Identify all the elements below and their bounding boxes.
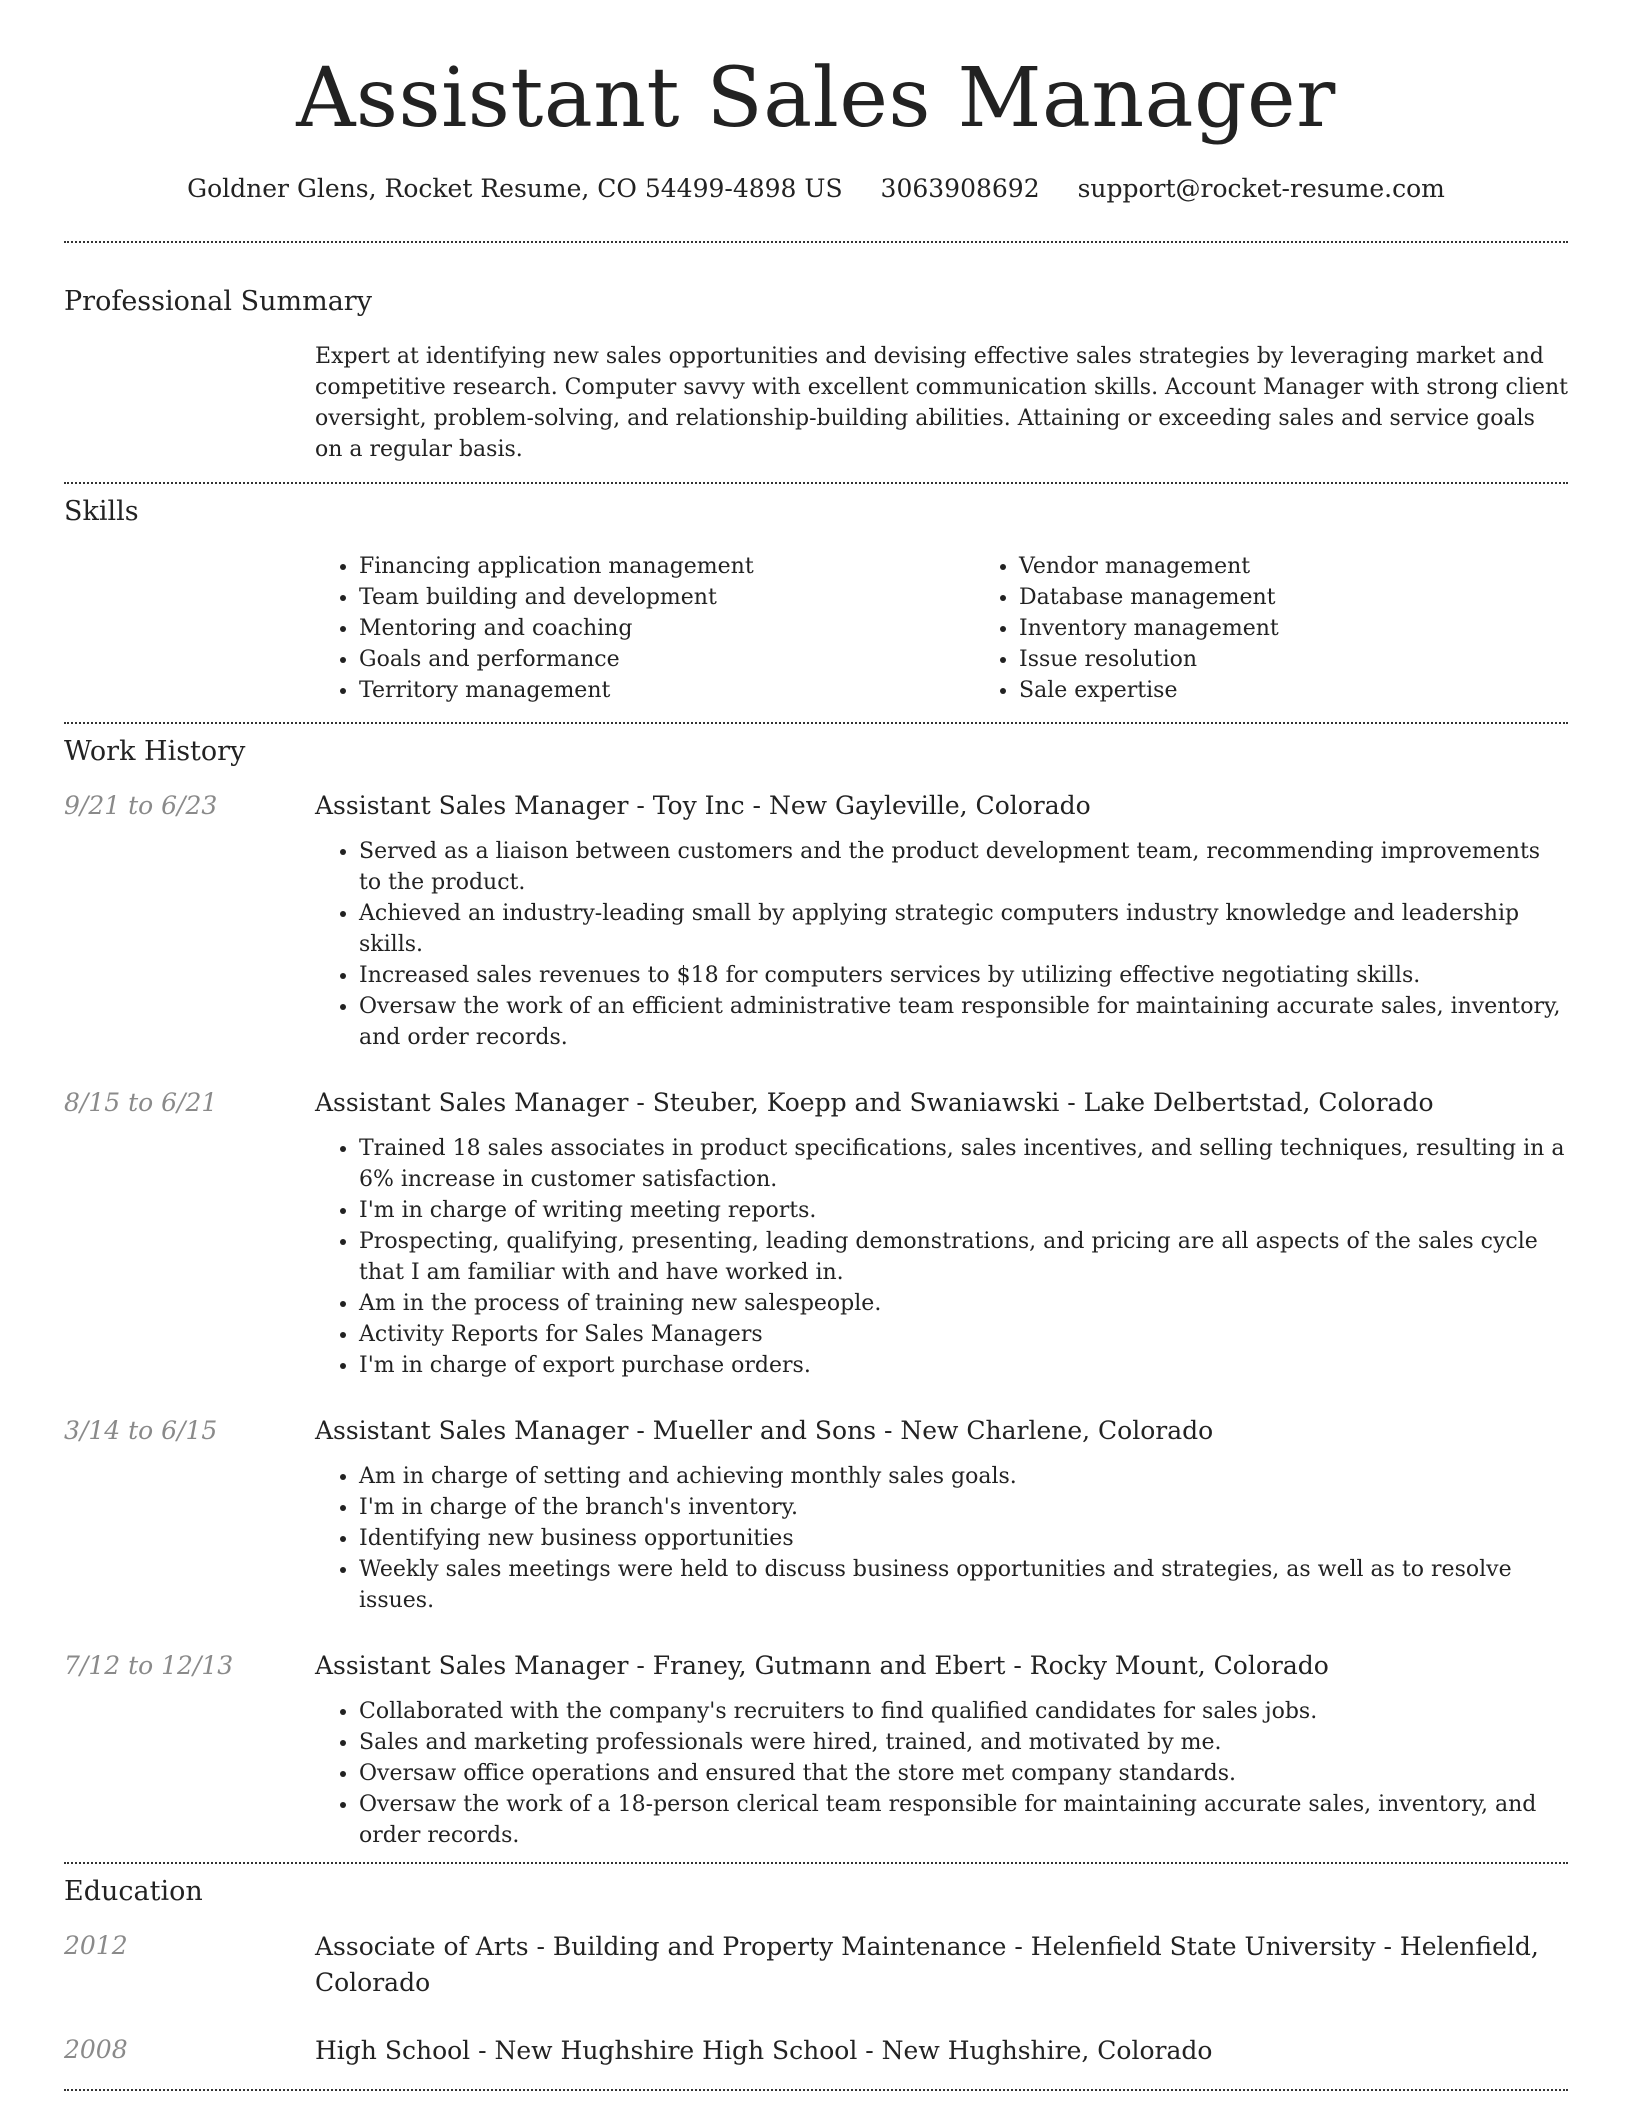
skill-item: • Issue resolution	[1019, 644, 1632, 675]
section-title-education: Education	[64, 1876, 203, 1907]
education-year: 2008	[64, 2035, 128, 2064]
skill-item: • Mentoring and coaching	[359, 613, 975, 644]
job-entry	[64, 1414, 1568, 1616]
job-entry	[64, 1086, 1568, 1381]
job-dates: 7/12 to 12/13	[64, 1651, 234, 1680]
job-bullet: • I'm in charge of the branch's inventory.	[359, 1492, 1568, 1523]
skills-section	[64, 484, 1568, 722]
summary-section	[64, 243, 1568, 482]
education-entry	[64, 1929, 1568, 2001]
job-bullet: • Oversaw office operations and ensured that the store met company standards.	[359, 1758, 1568, 1789]
job-bullet: • I'm in charge of export purchase orders.	[359, 1350, 1568, 1381]
job-bullet: • Weekly sales meetings were held to discuss business opportunities and strategies, as well as to resolve issues.	[359, 1554, 1568, 1616]
job-bullet: • Activity Reports for Sales Managers	[359, 1319, 1568, 1350]
job-entry	[64, 789, 1568, 1053]
job-bullet: • Served as a liaison between customers and the product development team, recommending improvements to the product.	[359, 836, 1568, 898]
skill-item: • Team building and development	[359, 582, 975, 613]
contact-line	[64, 174, 1568, 203]
skill-item: • Inventory management	[1019, 613, 1632, 644]
section-title-work-history: Work History	[64, 736, 246, 767]
skill-item: • Vendor management	[1019, 551, 1632, 582]
job-bullets	[315, 1461, 1568, 1616]
section-title-skills: Skills	[64, 496, 139, 527]
job-heading: Assistant Sales Manager - Steuber, Koepp and Swaniawski - Lake Delbertstad, Colorado	[315, 1088, 1434, 1117]
job-bullets	[315, 1696, 1568, 1851]
job-bullet: • Oversaw the work of a 18-person clerical team responsible for maintaining accurate sales, inventory, and order records.	[359, 1789, 1568, 1851]
contact-address: Goldner Glens, Rocket Resume, CO 54499-4898 US	[187, 174, 843, 203]
summary-text: Expert at identifying new sales opportunities and devising effective sales strategies by leveraging market and competitive research. Computer savvy with excellent communication skills. Account Manager with strong client oversight, problem-solving, and relationship-building abilities. Attaining or exceeding sales and service goals on a regular basis.	[315, 344, 1568, 462]
job-bullet: • Identifying new business opportunities	[359, 1523, 1568, 1554]
job-bullet: • Collaborated with the company's recruiters to find qualified candidates for sales jobs.	[359, 1696, 1568, 1727]
section-title-summary: Professional Summary	[64, 286, 372, 317]
job-heading: Assistant Sales Manager - Franey, Gutmann and Ebert - Rocky Mount, Colorado	[315, 1651, 1329, 1680]
job-dates: 8/15 to 6/21	[64, 1088, 218, 1117]
job-bullet: • I'm in charge of writing meeting reports.	[359, 1195, 1568, 1226]
job-bullet: • Oversaw the work of an efficient administrative team responsible for maintaining accurate sales, inventory, and order records.	[359, 991, 1568, 1053]
skill-item: • Financing application management	[359, 551, 975, 582]
job-entry	[64, 1649, 1568, 1851]
skills-list-right	[975, 551, 1632, 706]
job-heading: Assistant Sales Manager - Mueller and Sons - New Charlene, Colorado	[315, 1416, 1214, 1445]
education-heading: Associate of Arts - Building and Property Maintenance - Helenfield State University - Helenfield, Colorado	[315, 1932, 1539, 1997]
education-entry	[64, 2033, 1568, 2069]
job-dates: 3/14 to 6/15	[64, 1416, 218, 1445]
job-heading: Assistant Sales Manager - Toy Inc - New Gayleville, Colorado	[315, 791, 1091, 820]
contact-email: support@rocket-resume.com	[1077, 174, 1445, 203]
skill-item: • Goals and performance	[359, 644, 975, 675]
skill-item: • Database management	[1019, 582, 1632, 613]
job-bullet: • Prospecting, qualifying, presenting, leading demonstrations, and pricing are all aspects of the sales cycle that I am familiar with and have worked in.	[359, 1226, 1568, 1288]
job-dates: 9/21 to 6/23	[64, 791, 218, 820]
education-section	[64, 1864, 1568, 2089]
job-bullets	[315, 1133, 1568, 1381]
job-bullet: • Am in charge of setting and achieving monthly sales goals.	[359, 1461, 1568, 1492]
education-year: 2012	[64, 1931, 128, 1960]
contact-phone: 3063908692	[880, 174, 1040, 203]
education-heading: High School - New Hughshire High School - New Hughshire, Colorado	[315, 2036, 1213, 2065]
work-history-section	[64, 724, 1568, 1862]
job-bullets	[315, 836, 1568, 1053]
job-bullet: • Sales and marketing professionals were hired, trained, and motivated by me.	[359, 1727, 1568, 1758]
skill-item: • Territory management	[359, 675, 975, 706]
job-bullet: • Achieved an industry-leading small by applying strategic computers industry knowledge and leadership skills.	[359, 898, 1568, 960]
section-divider	[64, 2089, 1568, 2091]
job-bullet: • Trained 18 sales associates in product specifications, sales incentives, and selling techniques, resulting in a 6% increase in customer satisfaction.	[359, 1133, 1568, 1195]
skills-list-left	[315, 551, 975, 706]
job-bullet: • Am in the process of training new salespeople.	[359, 1288, 1568, 1319]
candidate-name: Assistant Sales Manager	[296, 51, 1336, 146]
skill-item: • Sale expertise	[1019, 675, 1632, 706]
job-bullet: • Increased sales revenues to $18 for computers services by utilizing effective negotiating skills.	[359, 960, 1568, 991]
